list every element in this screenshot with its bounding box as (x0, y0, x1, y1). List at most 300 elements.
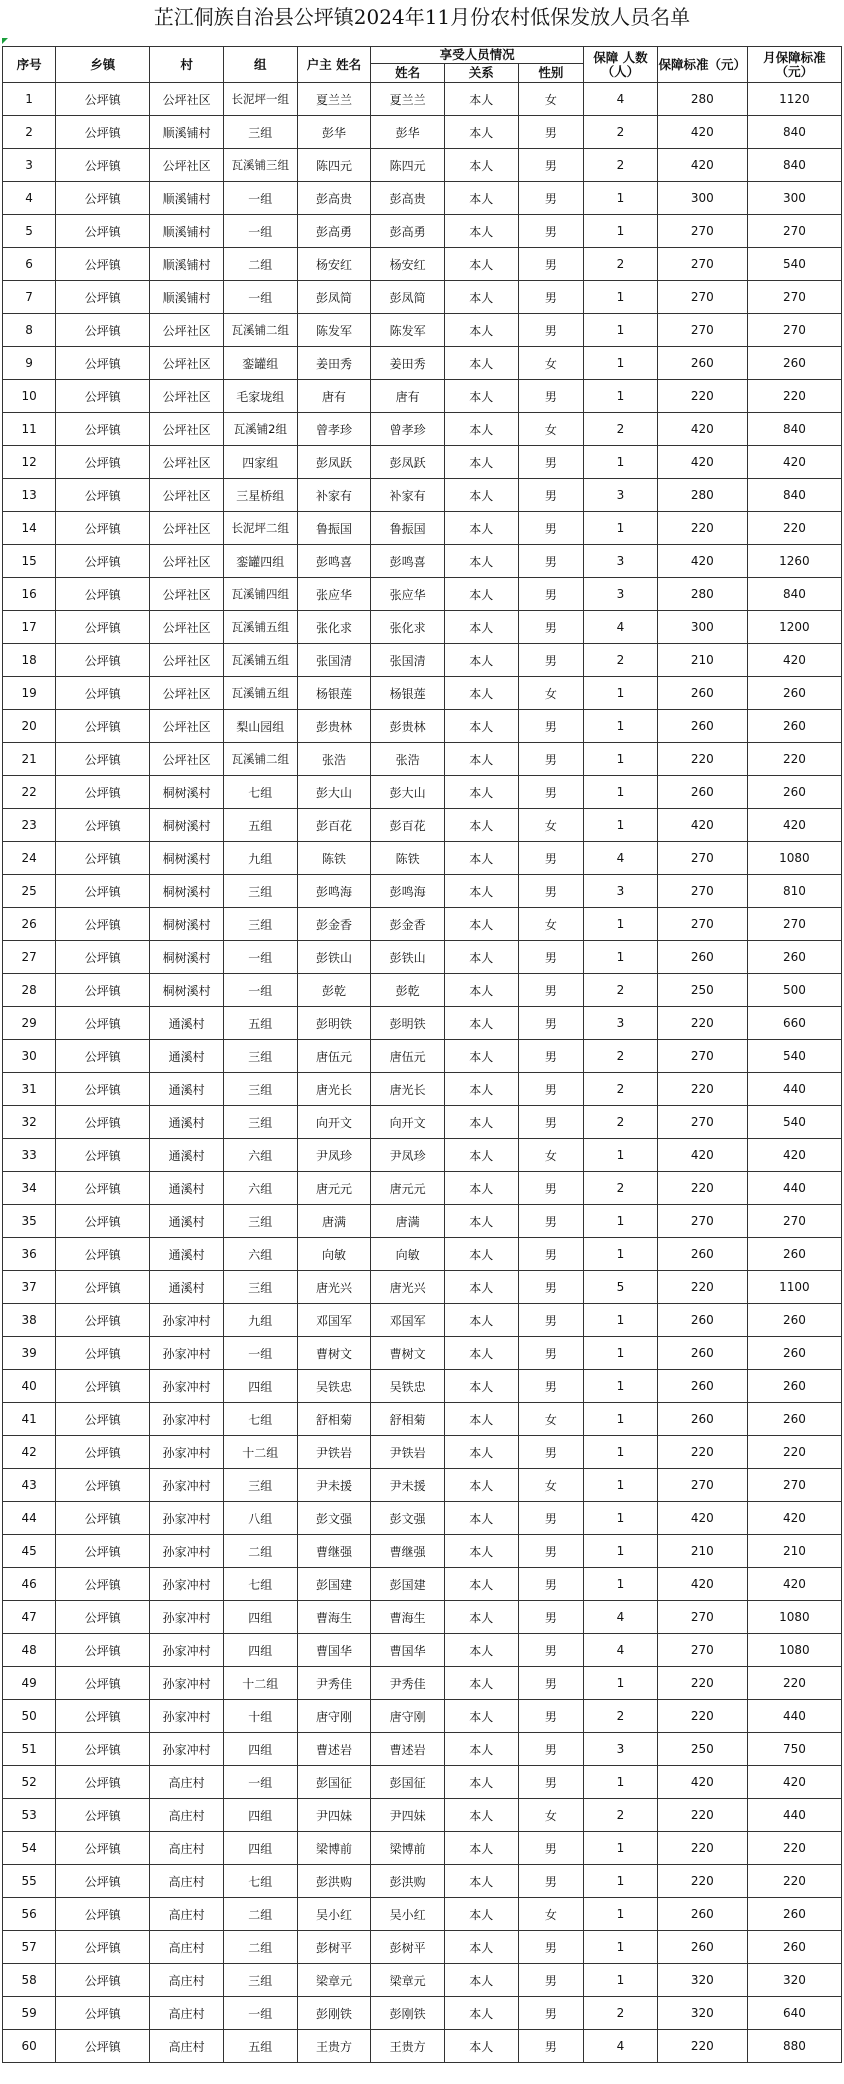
cell-village: 孙家冲村 (150, 1601, 224, 1634)
cell-seq: 6 (3, 248, 56, 281)
cell-relation: 本人 (444, 446, 518, 479)
cell-relation: 本人 (444, 281, 518, 314)
cell-relation: 本人 (444, 1139, 518, 1172)
cell-count: 1 (584, 677, 658, 710)
cell-gender: 男 (518, 1700, 584, 1733)
cell-count: 1 (584, 1568, 658, 1601)
cell-householder: 彭文强 (297, 1502, 371, 1535)
cell-seq: 2 (3, 116, 56, 149)
cell-village: 孙家冲村 (150, 1436, 224, 1469)
cell-group: 三组 (223, 1040, 297, 1073)
cell-name: 梁章元 (371, 1964, 445, 1997)
cell-town: 公坪镇 (56, 1469, 150, 1502)
cell-householder: 彭凤简 (297, 281, 371, 314)
cell-count: 3 (584, 1007, 658, 1040)
cell-relation: 本人 (444, 1370, 518, 1403)
cell-name: 彭洪购 (371, 1865, 445, 1898)
cell-seq: 54 (3, 1832, 56, 1865)
table-row (3, 1139, 842, 1172)
cell-seq: 14 (3, 512, 56, 545)
cell-count: 1 (584, 1370, 658, 1403)
cell-gender: 男 (518, 1931, 584, 1964)
cell-count: 1 (584, 1403, 658, 1436)
cell-count: 3 (584, 1733, 658, 1766)
cell-name: 杨安红 (371, 248, 445, 281)
cell-standard: 220 (657, 1799, 747, 1832)
cell-group: 十组 (223, 1700, 297, 1733)
cell-name: 唐满 (371, 1205, 445, 1238)
cell-relation: 本人 (444, 974, 518, 1007)
cell-group: 一组 (223, 1337, 297, 1370)
cell-gender: 男 (518, 1436, 584, 1469)
table-row (3, 248, 842, 281)
table-row (3, 1337, 842, 1370)
cell-seq: 18 (3, 644, 56, 677)
cell-householder: 陈四元 (297, 149, 371, 182)
cell-count: 1 (584, 182, 658, 215)
cell-gender: 男 (518, 479, 584, 512)
cell-gender: 男 (518, 1535, 584, 1568)
cell-gender: 男 (518, 512, 584, 545)
cell-householder: 彭乾 (297, 974, 371, 1007)
cell-name: 吴小红 (371, 1898, 445, 1931)
cell-gender: 男 (518, 1205, 584, 1238)
cell-count: 1 (584, 776, 658, 809)
cell-town: 公坪镇 (56, 545, 150, 578)
cell-town: 公坪镇 (56, 1601, 150, 1634)
cell-name: 向敏 (371, 1238, 445, 1271)
cell-town: 公坪镇 (56, 1172, 150, 1205)
cell-gender: 男 (518, 116, 584, 149)
cell-count: 1 (584, 743, 658, 776)
cell-gender: 男 (518, 1568, 584, 1601)
cell-group: 十二组 (223, 1667, 297, 1700)
cell-monthly: 440 (747, 1172, 841, 1205)
cell-seq: 38 (3, 1304, 56, 1337)
cell-householder: 彭贵林 (297, 710, 371, 743)
cell-relation: 本人 (444, 578, 518, 611)
cell-group: 七组 (223, 1403, 297, 1436)
table-row (3, 1700, 842, 1733)
cell-monthly: 210 (747, 1535, 841, 1568)
table-row (3, 2030, 842, 2063)
cell-monthly: 420 (747, 1139, 841, 1172)
cell-gender: 女 (518, 1403, 584, 1436)
cell-village: 顺溪铺村 (150, 281, 224, 314)
cell-count: 1 (584, 314, 658, 347)
cell-standard: 210 (657, 1535, 747, 1568)
cell-town: 公坪镇 (56, 1040, 150, 1073)
cell-seq: 19 (3, 677, 56, 710)
cell-householder: 彭国征 (297, 1766, 371, 1799)
cell-seq: 48 (3, 1634, 56, 1667)
cell-standard: 420 (657, 1766, 747, 1799)
cell-monthly: 420 (747, 1766, 841, 1799)
cell-gender: 男 (518, 578, 584, 611)
cell-monthly: 660 (747, 1007, 841, 1040)
cell-group: 二组 (223, 1931, 297, 1964)
cell-seq: 13 (3, 479, 56, 512)
cell-name: 杨银莲 (371, 677, 445, 710)
cell-village: 公坪社区 (150, 677, 224, 710)
cell-count: 1 (584, 1139, 658, 1172)
cell-group: 銮罐四组 (223, 545, 297, 578)
cell-relation: 本人 (444, 1073, 518, 1106)
cell-group: 四组 (223, 1799, 297, 1832)
cell-relation: 本人 (444, 1667, 518, 1700)
header-standard: 保障标准（元） (657, 47, 747, 83)
cell-seq: 57 (3, 1931, 56, 1964)
table-row (3, 1304, 842, 1337)
cell-count: 1 (584, 1832, 658, 1865)
cell-standard: 260 (657, 941, 747, 974)
cell-group: 八组 (223, 1502, 297, 1535)
cell-gender: 男 (518, 776, 584, 809)
cell-town: 公坪镇 (56, 1964, 150, 1997)
cell-name: 彭凤跃 (371, 446, 445, 479)
cell-count: 1 (584, 446, 658, 479)
cell-gender: 男 (518, 1271, 584, 1304)
cell-relation: 本人 (444, 611, 518, 644)
cell-group: 瓦溪铺2组 (223, 413, 297, 446)
table-row (3, 644, 842, 677)
cell-count: 2 (584, 1700, 658, 1733)
cell-group: 七组 (223, 1568, 297, 1601)
table-row (3, 1832, 842, 1865)
cell-relation: 本人 (444, 1238, 518, 1271)
cell-gender: 男 (518, 875, 584, 908)
cell-gender: 男 (518, 1007, 584, 1040)
cell-householder: 张应华 (297, 578, 371, 611)
cell-standard: 270 (657, 281, 747, 314)
cell-monthly: 260 (747, 1898, 841, 1931)
cell-group: 梨山园组 (223, 710, 297, 743)
cell-gender: 男 (518, 1667, 584, 1700)
cell-village: 公坪社区 (150, 611, 224, 644)
cell-village: 孙家冲村 (150, 1667, 224, 1700)
cell-town: 公坪镇 (56, 380, 150, 413)
cell-relation: 本人 (444, 1337, 518, 1370)
cell-relation: 本人 (444, 842, 518, 875)
cell-seq: 58 (3, 1964, 56, 1997)
header-gender: 性别 (518, 64, 584, 83)
cell-count: 3 (584, 545, 658, 578)
cell-monthly: 840 (747, 479, 841, 512)
cell-standard: 220 (657, 512, 747, 545)
table-row (3, 1997, 842, 2030)
cell-seq: 45 (3, 1535, 56, 1568)
cell-relation: 本人 (444, 875, 518, 908)
cell-seq: 32 (3, 1106, 56, 1139)
cell-town: 公坪镇 (56, 1370, 150, 1403)
cell-town: 公坪镇 (56, 248, 150, 281)
cell-town: 公坪镇 (56, 1403, 150, 1436)
cell-name: 曹海生 (371, 1601, 445, 1634)
cell-householder: 陈发军 (297, 314, 371, 347)
cell-name: 彭明铁 (371, 1007, 445, 1040)
cell-name: 张国清 (371, 644, 445, 677)
cell-group: 七组 (223, 776, 297, 809)
cell-householder: 唐光兴 (297, 1271, 371, 1304)
cell-group: 一组 (223, 215, 297, 248)
cell-gender: 男 (518, 1337, 584, 1370)
cell-count: 1 (584, 347, 658, 380)
cell-monthly: 540 (747, 1040, 841, 1073)
cell-monthly: 220 (747, 380, 841, 413)
cell-householder: 唐守刚 (297, 1700, 371, 1733)
cell-gender: 女 (518, 413, 584, 446)
cell-village: 公坪社区 (150, 83, 224, 116)
cell-group: 六组 (223, 1139, 297, 1172)
cell-householder: 陈铁 (297, 842, 371, 875)
table-row (3, 1040, 842, 1073)
cell-count: 4 (584, 1601, 658, 1634)
cell-town: 公坪镇 (56, 710, 150, 743)
cell-seq: 40 (3, 1370, 56, 1403)
cell-relation: 本人 (444, 941, 518, 974)
cell-count: 1 (584, 215, 658, 248)
cell-group: 二组 (223, 248, 297, 281)
cell-seq: 36 (3, 1238, 56, 1271)
cell-name: 舒相菊 (371, 1403, 445, 1436)
cell-town: 公坪镇 (56, 1766, 150, 1799)
cell-count: 3 (584, 479, 658, 512)
cell-town: 公坪镇 (56, 578, 150, 611)
cell-monthly: 260 (747, 1403, 841, 1436)
table-row (3, 1964, 842, 1997)
table-row (3, 578, 842, 611)
cell-householder: 唐伍元 (297, 1040, 371, 1073)
cell-town: 公坪镇 (56, 842, 150, 875)
cell-village: 公坪社区 (150, 512, 224, 545)
cell-town: 公坪镇 (56, 941, 150, 974)
cell-seq: 51 (3, 1733, 56, 1766)
cell-relation: 本人 (444, 1205, 518, 1238)
cell-standard: 270 (657, 1205, 747, 1238)
table-row (3, 1568, 842, 1601)
cell-seq: 28 (3, 974, 56, 1007)
cell-relation: 本人 (444, 1733, 518, 1766)
cell-name: 彭国征 (371, 1766, 445, 1799)
cell-gender: 男 (518, 710, 584, 743)
cell-name: 曾孝珍 (371, 413, 445, 446)
cell-standard: 220 (657, 380, 747, 413)
cell-gender: 男 (518, 1370, 584, 1403)
cell-name: 彭大山 (371, 776, 445, 809)
cell-count: 2 (584, 1106, 658, 1139)
cell-gender: 男 (518, 446, 584, 479)
cell-village: 桐树溪村 (150, 842, 224, 875)
cell-standard: 320 (657, 1997, 747, 2030)
cell-count: 2 (584, 974, 658, 1007)
cell-householder: 彭铁山 (297, 941, 371, 974)
cell-count: 1 (584, 1964, 658, 1997)
table-row (3, 941, 842, 974)
cell-group: 十二组 (223, 1436, 297, 1469)
cell-town: 公坪镇 (56, 446, 150, 479)
cell-group: 三组 (223, 1106, 297, 1139)
cell-standard: 270 (657, 1106, 747, 1139)
cell-householder: 杨安红 (297, 248, 371, 281)
cell-village: 顺溪铺村 (150, 182, 224, 215)
cell-householder: 曹国华 (297, 1634, 371, 1667)
cell-gender: 男 (518, 1634, 584, 1667)
cell-name: 张化求 (371, 611, 445, 644)
cell-relation: 本人 (444, 1469, 518, 1502)
cell-village: 孙家冲村 (150, 1403, 224, 1436)
cell-town: 公坪镇 (56, 215, 150, 248)
cell-village: 高庄村 (150, 2030, 224, 2063)
cell-name: 唐伍元 (371, 1040, 445, 1073)
cell-town: 公坪镇 (56, 1931, 150, 1964)
cell-standard: 300 (657, 182, 747, 215)
cell-gender: 男 (518, 1106, 584, 1139)
cell-relation: 本人 (444, 908, 518, 941)
cell-village: 公坪社区 (150, 413, 224, 446)
cell-gender: 女 (518, 1898, 584, 1931)
cell-seq: 3 (3, 149, 56, 182)
cell-relation: 本人 (444, 1040, 518, 1073)
cell-standard: 270 (657, 875, 747, 908)
cell-householder: 唐元元 (297, 1172, 371, 1205)
cell-count: 1 (584, 1205, 658, 1238)
cell-group: 四家组 (223, 446, 297, 479)
cell-relation: 本人 (444, 1436, 518, 1469)
cell-monthly: 1260 (747, 545, 841, 578)
cell-monthly: 750 (747, 1733, 841, 1766)
cell-village: 通溪村 (150, 1073, 224, 1106)
cell-seq: 60 (3, 2030, 56, 2063)
cell-standard: 260 (657, 1304, 747, 1337)
cell-village: 高庄村 (150, 1865, 224, 1898)
cell-name: 彭树平 (371, 1931, 445, 1964)
cell-relation: 本人 (444, 1535, 518, 1568)
cell-householder: 彭鸣海 (297, 875, 371, 908)
cell-standard: 270 (657, 248, 747, 281)
cell-count: 1 (584, 1766, 658, 1799)
cell-seq: 1 (3, 83, 56, 116)
cell-standard: 270 (657, 908, 747, 941)
cell-village: 公坪社区 (150, 347, 224, 380)
table-row (3, 1238, 842, 1271)
cell-name: 唐光兴 (371, 1271, 445, 1304)
cell-seq: 22 (3, 776, 56, 809)
cell-name: 彭文强 (371, 1502, 445, 1535)
cell-householder: 梁博前 (297, 1832, 371, 1865)
cell-relation: 本人 (444, 1766, 518, 1799)
cell-group: 五组 (223, 809, 297, 842)
cell-seq: 44 (3, 1502, 56, 1535)
cell-relation: 本人 (444, 1964, 518, 1997)
cell-group: 长泥坪二组 (223, 512, 297, 545)
cell-monthly: 810 (747, 875, 841, 908)
cell-seq: 23 (3, 809, 56, 842)
cell-town: 公坪镇 (56, 1634, 150, 1667)
cell-village: 通溪村 (150, 1139, 224, 1172)
table-row (3, 1931, 842, 1964)
cell-group: 一组 (223, 1997, 297, 2030)
table-row (3, 1535, 842, 1568)
cell-monthly: 640 (747, 1997, 841, 2030)
cell-town: 公坪镇 (56, 611, 150, 644)
cell-count: 1 (584, 512, 658, 545)
cell-monthly: 1080 (747, 842, 841, 875)
cell-name: 彭贵林 (371, 710, 445, 743)
cell-name: 唐光长 (371, 1073, 445, 1106)
cell-village: 桐树溪村 (150, 875, 224, 908)
table-row (3, 710, 842, 743)
cell-seq: 43 (3, 1469, 56, 1502)
cell-seq: 34 (3, 1172, 56, 1205)
table-row (3, 314, 842, 347)
cell-village: 公坪社区 (150, 545, 224, 578)
cell-village: 孙家冲村 (150, 1535, 224, 1568)
cell-village: 顺溪铺村 (150, 248, 224, 281)
cell-group: 瓦溪铺五组 (223, 677, 297, 710)
cell-village: 通溪村 (150, 1271, 224, 1304)
cell-seq: 20 (3, 710, 56, 743)
cell-count: 3 (584, 578, 658, 611)
cell-name: 彭华 (371, 116, 445, 149)
cell-standard: 260 (657, 1337, 747, 1370)
cell-name: 彭铁山 (371, 941, 445, 974)
cell-seq: 30 (3, 1040, 56, 1073)
cell-seq: 47 (3, 1601, 56, 1634)
cell-group: 瓦溪铺三组 (223, 149, 297, 182)
cell-group: 瓦溪铺二组 (223, 743, 297, 776)
cell-relation: 本人 (444, 2030, 518, 2063)
table-body (3, 83, 842, 2063)
cell-count: 1 (584, 1667, 658, 1700)
cell-householder: 彭洪购 (297, 1865, 371, 1898)
cell-village: 公坪社区 (150, 710, 224, 743)
cell-count: 2 (584, 149, 658, 182)
cell-village: 通溪村 (150, 1106, 224, 1139)
cell-seq: 27 (3, 941, 56, 974)
cell-householder: 唐光长 (297, 1073, 371, 1106)
cell-town: 公坪镇 (56, 644, 150, 677)
cell-standard: 260 (657, 710, 747, 743)
cell-standard: 270 (657, 1634, 747, 1667)
cell-householder: 尹秀佳 (297, 1667, 371, 1700)
cell-town: 公坪镇 (56, 1238, 150, 1271)
cell-village: 桐树溪村 (150, 908, 224, 941)
cell-monthly: 440 (747, 1799, 841, 1832)
cell-standard: 220 (657, 1667, 747, 1700)
cell-standard: 220 (657, 1700, 747, 1733)
cell-relation: 本人 (444, 479, 518, 512)
cell-group: 三组 (223, 1271, 297, 1304)
cell-monthly: 220 (747, 1832, 841, 1865)
cell-gender: 男 (518, 1964, 584, 1997)
cell-village: 公坪社区 (150, 314, 224, 347)
cell-name: 彭高勇 (371, 215, 445, 248)
cell-gender: 男 (518, 182, 584, 215)
cell-name: 彭鸣海 (371, 875, 445, 908)
cell-count: 4 (584, 83, 658, 116)
table-row (3, 1634, 842, 1667)
header-village: 村 (150, 47, 224, 83)
cell-gender: 女 (518, 1139, 584, 1172)
cell-name: 唐有 (371, 380, 445, 413)
cell-name: 向开文 (371, 1106, 445, 1139)
cell-group: 三组 (223, 1469, 297, 1502)
cell-town: 公坪镇 (56, 1535, 150, 1568)
table-row (3, 545, 842, 578)
cell-group: 九组 (223, 1304, 297, 1337)
cell-name: 补家有 (371, 479, 445, 512)
cell-standard: 220 (657, 1436, 747, 1469)
